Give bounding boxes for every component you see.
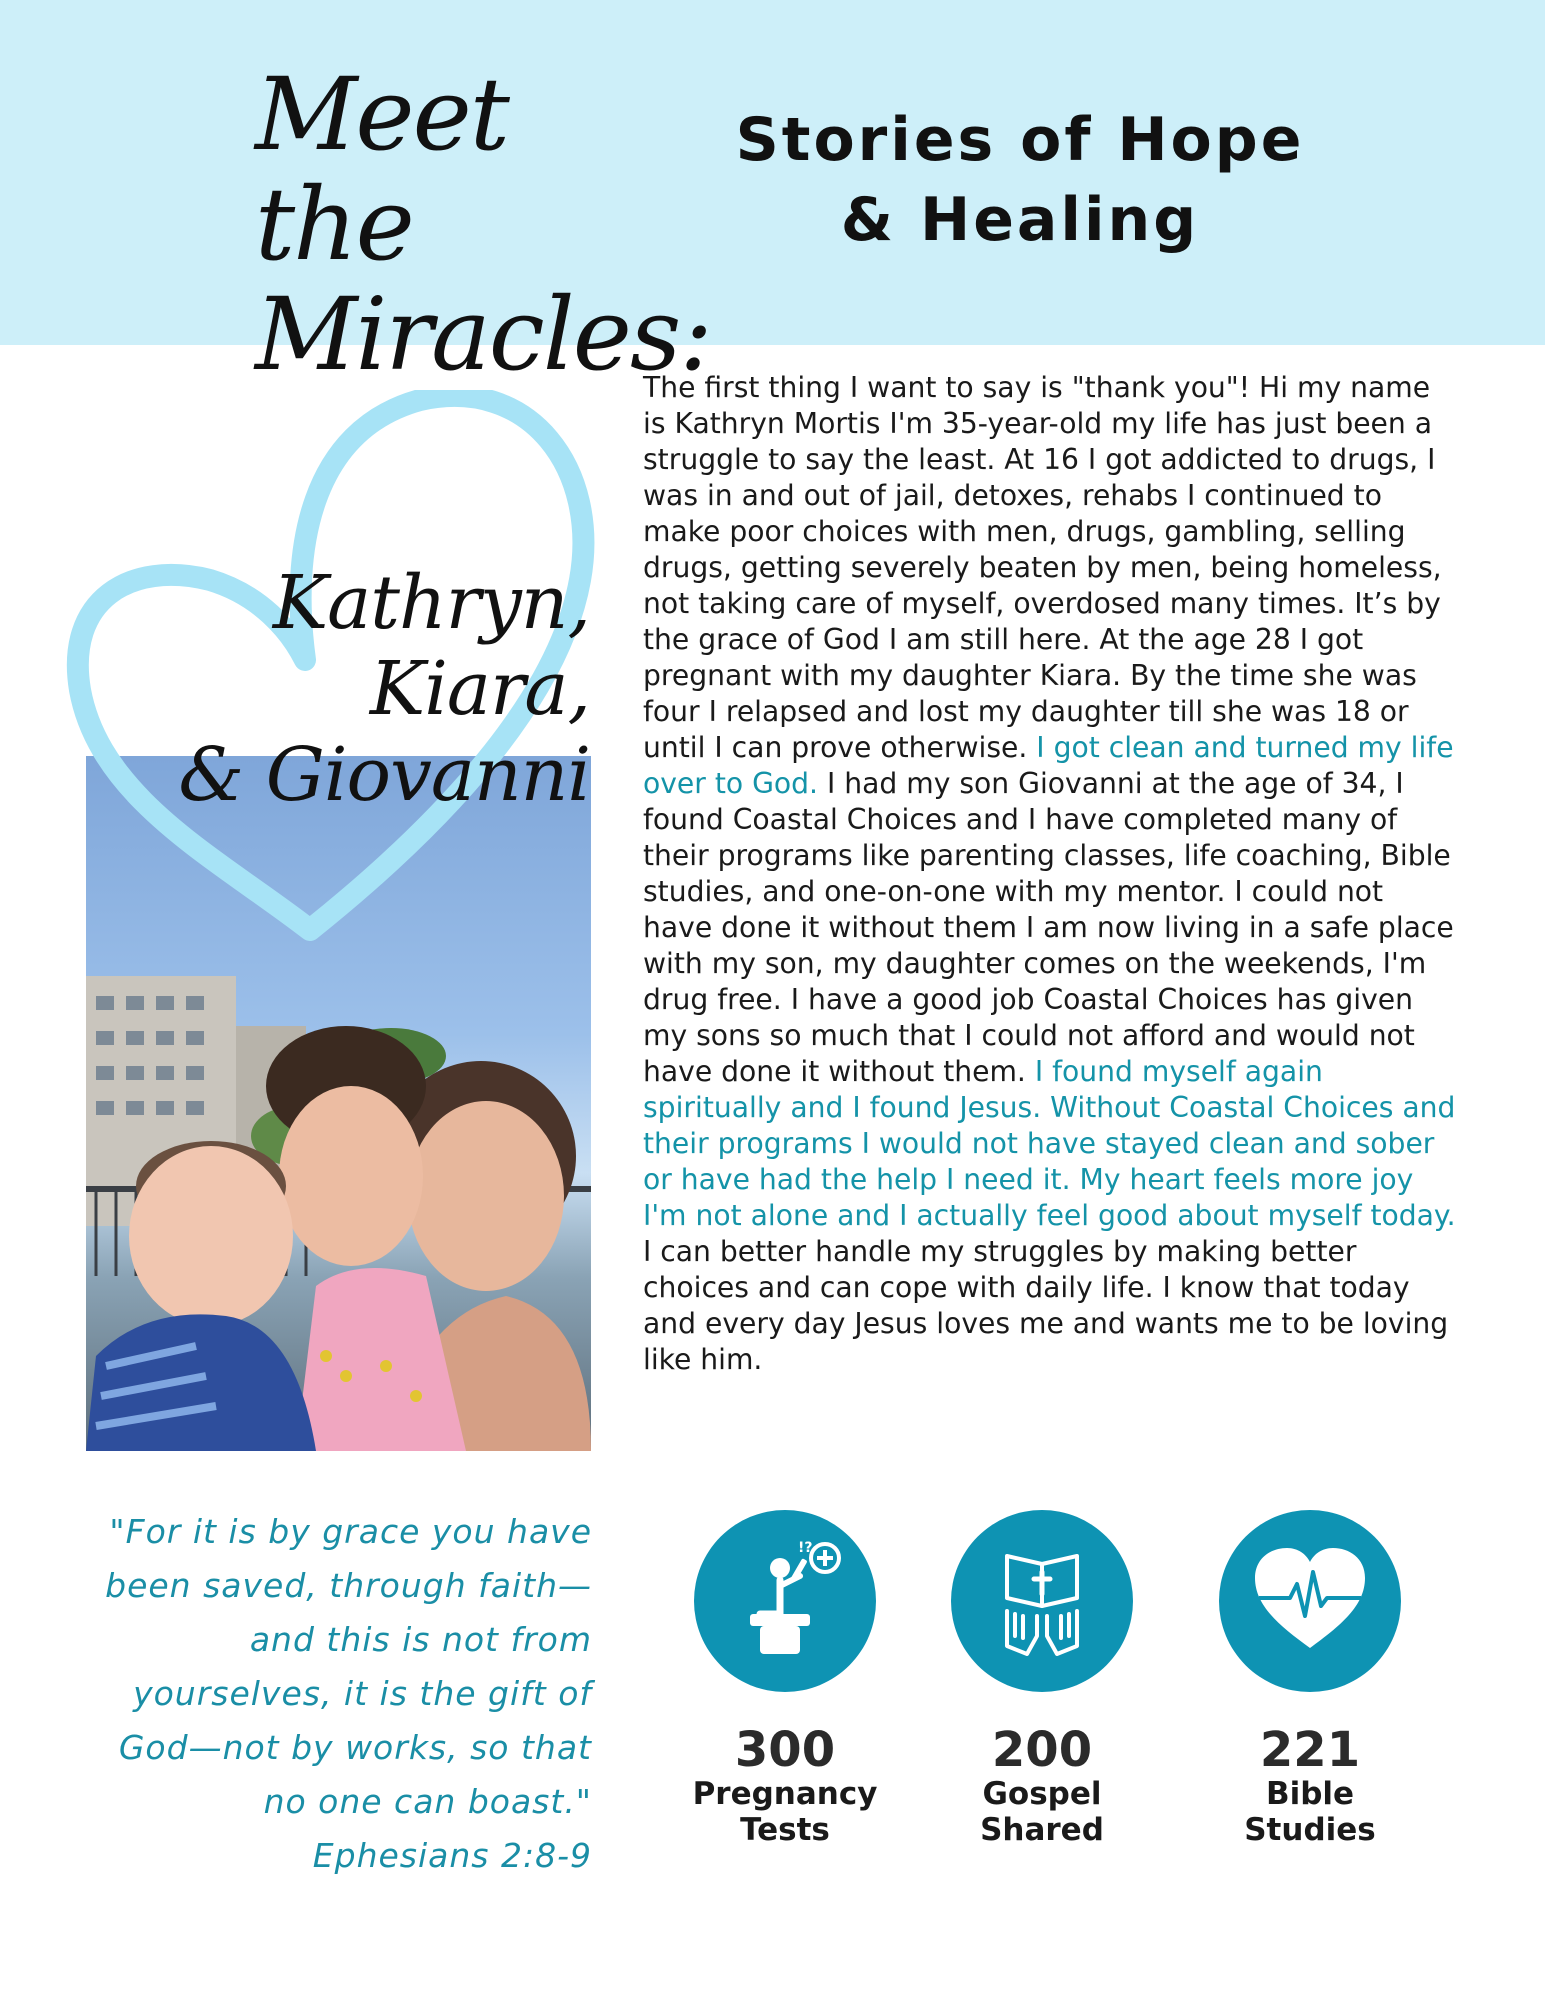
stat-label: Gospel (982, 1776, 1102, 1812)
quote-line: "For it is by grace you have (109, 1512, 592, 1551)
header-band (0, 0, 1545, 393)
quote-line: yourselves, it is the gift of (133, 1674, 592, 1713)
feature-name-1: Kathryn, (272, 560, 590, 646)
feature-name-3: & Giovanni (178, 732, 590, 818)
page-title (255, 56, 711, 393)
testimony-text (643, 370, 1458, 1378)
stat-label: Tests (740, 1812, 830, 1848)
page-title-line1: Meet the (255, 56, 508, 283)
pregnancy-test-icon (694, 1510, 876, 1692)
quote-line: been saved, through faith— (105, 1566, 592, 1605)
feature-names (150, 560, 590, 818)
stat-number: 221 (1259, 1722, 1361, 1778)
testimony-part-2: I had my son Giovanni at the age of 34, I found Coastal Choices and I have completed many of their programs like parenting classes, life coaching, Bible studies, and one-on-one with my mentor. I could not have done it without them I am now living in a safe place with my son, my daughter comes on the weekends, I'm drug free. I have a good job Coastal Choices has given my sons so much that I could not afford and would not have done it without them. (643, 767, 1454, 1088)
page-title-line2: Miracles: (255, 276, 711, 393)
quote-line: and this is not from (249, 1620, 592, 1659)
page-subtitle (730, 100, 1310, 260)
stat-bible-studies (1180, 1510, 1440, 1848)
stat-label: Pregnancy (692, 1776, 878, 1812)
stat-label: Bible (1265, 1776, 1355, 1812)
testimony-highlight-1: I got clean and turned my life over to God. (643, 731, 1454, 800)
stat-label: Shared (980, 1812, 1104, 1848)
svg-text:!?: !? (798, 1540, 813, 1556)
quote-line: God—not by works, so that (118, 1728, 592, 1767)
testimony-part-1: The first thing I want to say is "thank you"! Hi my name is Kathryn Mortis I'm 35-year-old my life has just been a struggle to say the least. At 16 I got addicted to drugs, I was in and out of jail, detoxes, rehabs I continued to make poor choices with men, drugs, gambling, selling drugs, getting severely beaten by men, being homeless, not taking care of myself, overdosed many times. It’s by the grace of God I am still here. At the age 28 I got pregnant with my daughter Kiara. By the time she was four I relapsed and lost my daughter till she was 18 or until I can prove otherwise. (643, 371, 1442, 764)
page-subtitle-line1: Stories of Hope (735, 105, 1305, 175)
stat-number: 300 (734, 1722, 836, 1778)
bible-hands-icon (951, 1510, 1133, 1692)
stat-pregnancy-tests (655, 1510, 915, 1848)
page-subtitle-line2: & Healing (840, 185, 1200, 255)
heart-pulse-icon (1219, 1510, 1401, 1692)
testimony-highlight-2: I found myself again spiritually and I found Jesus. Without Coastal Choices and their programs I would not have stayed clean and sober or have had the help I need it. My heart feels more joy I'm not alone and I actually feel good about myself today. (643, 1055, 1456, 1232)
quote-reference: Ephesians 2:8-9 (312, 1836, 592, 1875)
stat-number: 200 (991, 1722, 1093, 1778)
testimony-part-3: I can better handle my struggles by making better choices and can cope with daily life. I know that today and every day Jesus loves me and wants me to be loving like him. (643, 1235, 1449, 1376)
feature-name-2: Kiara, (369, 646, 590, 732)
stat-label: Studies (1244, 1812, 1376, 1848)
quote-line: no one can boast." (263, 1782, 592, 1821)
stat-gospel-shared (912, 1510, 1172, 1848)
scripture-quote (60, 1505, 592, 1883)
